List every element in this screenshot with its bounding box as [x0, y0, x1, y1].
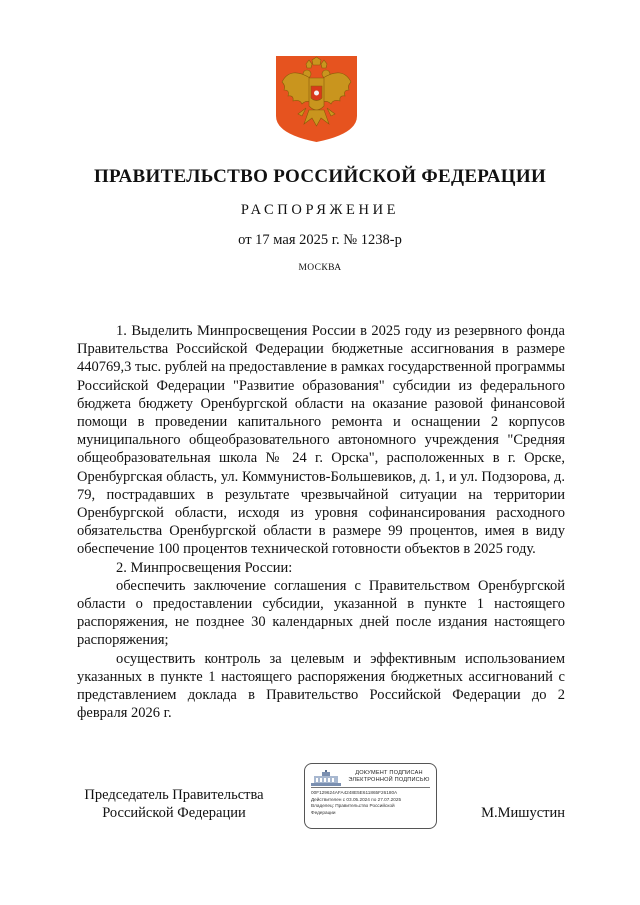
document-date-number: от 17 мая 2025 г. № 1238-р [238, 232, 402, 248]
paragraph-1: 1. Выделить Минпросвещения России в 2025 году из резервного фонда Правительства Российской Федерации бюджетные ассигнования в размере 440769,3 тыс. рублей на предоставление в рамках государственной программы Российской Федерации "Развитие образования" субсидии из федерального бюджета бюджету Оренбургской области на оказание разовой финансовой помощи в проведении капитального ремонта и оснащении 2 корпусов муниципального общеобразовательного автономного учреждения "Средняя общеобразовательная школа № 24 г. Орска", расположенных в г. Орске, Оренбургская область, ул. Коммунистов-Большевиков, д. 1, и ул. Подзорова, д. 79, пострадавших в результате чрезвычайной ситуации на территории Оренбургской области, исходя из уровня софинансирования расходного обязательства Оренбургской области в размере 99 процентов, имея в виду обеспечение 100 процентов технической готовности объектов в 2025 году. [77, 323, 565, 558]
document-body [77, 322, 565, 722]
stamp-title [345, 770, 433, 784]
signatory-position-line-1: Председатель Правительства [84, 787, 264, 803]
coat-of-arms-icon [276, 56, 357, 142]
stamp-info [311, 790, 433, 816]
stamp-owner-line-2: Федерации [311, 809, 336, 815]
stamp-owner-line-1: Владелец: Правительство Российской [311, 803, 395, 809]
paragraph-2: 2. Минпросвещения России: [116, 559, 293, 576]
stamp-title-line-1: ДОКУМЕНТ ПОДПИСАН [355, 770, 423, 776]
document-type: РАСПОРЯЖЕНИЕ [240, 202, 400, 218]
paragraph-4: осуществить контроль за целевым и эффективным использованием указанных в пункте 1 настоящего распоряжения бюджетных ассигнований с представлением доклада в Правительство Российской Федерации до 2 февраля 2026 г. [77, 650, 565, 722]
stamp-divider [311, 787, 430, 788]
government-title: ПРАВИТЕЛЬСТВО РОССИЙСКОЙ ФЕДЕРАЦИИ [93, 166, 547, 187]
stamp-title-line-2: ЭЛЕКТРОННОЙ ПОДПИСЬЮ [348, 777, 430, 783]
signatory-position-line-2: Российской Федерации [102, 805, 246, 821]
electronic-signature-stamp [304, 763, 437, 829]
signatory-position [79, 786, 269, 822]
stamp-validity: Действителен с 03.05.2024 по 27.07.2025 [311, 796, 402, 802]
government-building-icon [311, 770, 341, 786]
document-city: МОСКВА [298, 263, 342, 273]
paragraph-3: обеспечить заключение соглашения с Правительством Оренбургской области о предоставлении субсидии, указанной в пункте 1 настоящего распоряжения, не позднее 30 календарных дней после издания настоящего распоряжения; [77, 577, 565, 649]
stamp-certificate: 00F129624AFA4248E5E611865F26180A [311, 790, 398, 795]
signatory-name: М.Мишустин [481, 805, 565, 821]
